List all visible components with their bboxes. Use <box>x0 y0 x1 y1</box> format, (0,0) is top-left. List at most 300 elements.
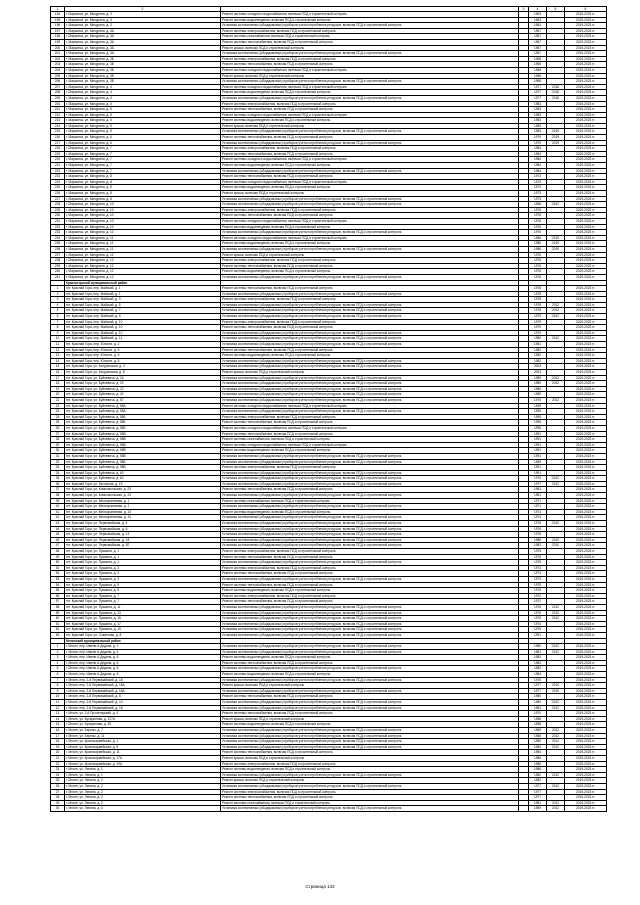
work-type-cell: Ремонт системы электроснабжения, включая ПСД и строительный контроль <box>221 465 519 471</box>
address-cell: пгт. Краснай Гора, пер. Юности, д. 6 <box>65 353 221 359</box>
row-number: 232 <box>51 224 65 230</box>
work-type-cell: Ремонт системы электроснабжения, включая ПСД и строительный контроль <box>221 28 519 34</box>
build-year-cell: 1991 <box>529 465 547 471</box>
period-cell: 2019-2023 гг. <box>565 375 607 381</box>
build-year-cell: 1991 <box>529 453 547 459</box>
row-number: 7 <box>51 677 65 683</box>
overhaul-year-cell: 2010 <box>547 543 565 549</box>
address-cell: г. Марьинск, ул. Мичурина, д. 7 <box>65 151 221 157</box>
work-type-cell: Установка коллективных (общедомовых) приборов учета потребления ресурсов, включая ПСД и строительный контроль <box>221 644 519 650</box>
row-number: 19 <box>51 386 65 392</box>
address-cell: пгт. Краснай Гора, ул. Пушкина, д. 3 <box>65 576 221 582</box>
build-year-cell: 1977 <box>529 783 547 789</box>
address-cell: пгт. Краснай Гора, ул. Комсомольская, д. 23 <box>65 493 221 499</box>
work-type-cell: Ремонт системы холодного водоснабжения, включая ПСД и строительный контроль <box>221 112 519 118</box>
row-number: 225 <box>51 185 65 191</box>
row-number: 12 <box>51 705 65 711</box>
build-year-cell: 1975 <box>529 397 547 403</box>
row-number: 3 <box>51 655 65 661</box>
period-cell: 2019-2023 гг. <box>565 789 607 795</box>
address-cell: г. Марьинск, ул. Мичурина, д. 6 <box>65 140 221 146</box>
build-year-cell: 1974 <box>529 509 547 515</box>
work-type-cell: Ремонт системы электроснабжения, включая ПСД и строительный контроль <box>221 207 519 213</box>
overhaul-year-cell: 2018 <box>547 95 565 101</box>
address-cell: г. Марьинск, ул. Мичурина, д. 3Б <box>65 79 221 85</box>
address-cell: пгт. Краснай Гора, ул. Пушкина, д. 13 <box>65 610 221 616</box>
period-cell: 2019-2023 гг. <box>565 168 607 174</box>
build-year-cell: 1988 <box>529 722 547 728</box>
build-year-cell: 1988 <box>529 716 547 722</box>
period-cell: 2019-2023 гг. <box>565 157 607 163</box>
build-year-cell: 1982 <box>529 347 547 353</box>
build-year-cell: 1980 <box>529 644 547 650</box>
work-type-cell: Ремонт системы теплоснабжения, включая ПСД и строительный контроль <box>221 174 519 180</box>
build-year-cell: 1972 <box>529 599 547 605</box>
row-number: 23 <box>51 767 65 773</box>
address-cell: г. Мглин, ул. Ленина, д. 4 <box>65 806 221 812</box>
build-year-cell: 1973 <box>529 196 547 202</box>
address-cell: пгт. Краснай Гора, пер. Юности, д. 5 <box>65 347 221 353</box>
build-year-cell: 1973 <box>529 565 547 571</box>
address-cell: пгт. Краснай Гора, ул. Буйневича, д. 22 <box>65 386 221 392</box>
work-type-cell: Установка коллективных (общедомовых) приборов учета потребления ресурсов, включая ПСД и строительный контроль <box>221 23 519 29</box>
row-number: 11 <box>51 342 65 348</box>
row-number: 24 <box>51 772 65 778</box>
row-number: 206 <box>51 79 65 85</box>
build-year-cell: 1983 <box>529 107 547 113</box>
row-number: 205 <box>51 73 65 79</box>
period-cell: 2019-2023 гг. <box>565 515 607 521</box>
work-type-cell: Ремонт системы газоснабжения, включая ПСД и строительный контроль <box>221 437 519 443</box>
row-number: 222 <box>51 168 65 174</box>
work-type-cell: Ремонт системы теплоснабжения, включая ПСД и строительный контроль <box>221 694 519 700</box>
row-number: 9 <box>51 688 65 694</box>
row-number: 28 <box>51 795 65 801</box>
build-year-cell: 1995 <box>529 425 547 431</box>
build-year-cell: 1989 <box>529 392 547 398</box>
period-cell: 2019-2023 гг. <box>565 291 607 297</box>
address-cell: г. Мглин, ул. Березы, д. 7 <box>65 728 221 734</box>
build-year-cell: 1984 <box>529 744 547 750</box>
row-number: 22 <box>51 761 65 767</box>
work-type-cell: Ремонт системы водоотведения, включая ПСД и строительный контроль <box>221 90 519 96</box>
period-cell: 2019-2023 гг. <box>565 476 607 482</box>
period-cell: 2019-2023 гг. <box>565 62 607 68</box>
period-cell: 2019-2023 гг. <box>565 537 607 543</box>
work-type-cell: Ремонт системы теплоснабжения, включая ПСД и строительный контроль <box>221 286 519 292</box>
work-type-cell: Ремонт системы электроснабжения, включая ПСД и строительный контроль <box>221 319 519 325</box>
period-cell: 2019-2023 гг. <box>565 420 607 426</box>
build-year-cell: 1981 <box>529 493 547 499</box>
period-cell: 2019-2023 гг. <box>565 778 607 784</box>
row-number: 5 <box>51 666 65 672</box>
row-number: 16 <box>51 728 65 734</box>
build-year-cell: 1973 <box>529 576 547 582</box>
row-number: 13 <box>51 711 65 717</box>
row-number: 40 <box>51 504 65 510</box>
address-cell: г. Мглин, пер. Имени А.Дедина, д. 6 <box>65 666 221 672</box>
overhaul-year-cell: 2018 <box>547 84 565 90</box>
period-cell: 2019-2023 гг. <box>565 12 607 18</box>
period-cell: 2019-2023 гг. <box>565 269 607 275</box>
period-cell: 2019-2023 гг. <box>565 370 607 376</box>
period-cell: 2019-2023 гг. <box>565 560 607 566</box>
build-year-cell: 1968 <box>529 67 547 73</box>
address-cell: г. Марьинск, ул. Мичурина, д. 3Б <box>65 62 221 68</box>
address-cell: пгт. Краснай Гора, ул. Буйневича, д. 16 <box>65 375 221 381</box>
row-number: 214 <box>51 123 65 129</box>
overhaul-year-cell: 2012 <box>547 302 565 308</box>
build-year-cell: 1978 <box>529 297 547 303</box>
work-type-cell: Ремонт системы водоотведения, включая ПСД и строительный контроль <box>221 17 519 23</box>
work-type-cell: Ремонт системы теплоснабжения, включая ПСД и строительный контроль <box>221 420 519 426</box>
row-number: 194 <box>51 12 65 18</box>
build-year-cell: 1968 <box>529 202 547 208</box>
row-number: 12 <box>51 347 65 353</box>
row-number: 26 <box>51 783 65 789</box>
period-cell: 2019-2023 гг. <box>565 241 607 247</box>
period-cell: 2019-2023 гг. <box>565 722 607 728</box>
address-cell: г. Марьинск, ул. Мичурина, д. 5 <box>65 112 221 118</box>
period-cell: 2019-2023 гг. <box>565 353 607 359</box>
build-year-cell: 1979 <box>529 319 547 325</box>
period-cell: 2019-2023 гг. <box>565 252 607 258</box>
overhaul-year-cell: 2012 <box>547 616 565 622</box>
period-cell: 2019-2023 гг. <box>565 358 607 364</box>
build-year-cell: 1974 <box>529 621 547 627</box>
period-cell: 2019-2023 гг. <box>565 123 607 129</box>
period-cell: 2019-2023 гг. <box>565 330 607 336</box>
overhaul-year-cell: 2010 <box>547 537 565 543</box>
work-type-cell: Установка коллективных (общедомовых) приборов учета потребления ресурсов, включая ПСД и строительный контроль <box>221 733 519 739</box>
build-year-cell: 1980 <box>529 336 547 342</box>
work-type-cell: Ремонт системы теплоснабжения, включая ПСД и строительный контроль <box>221 347 519 353</box>
address-cell: пгт. Краснай Гора, ул. Мелиоративная, д. 1 <box>65 498 221 504</box>
build-year-cell: 1980 <box>529 694 547 700</box>
period-cell: 2019-2023 гг. <box>565 448 607 454</box>
build-year-cell: 1976 <box>529 218 547 224</box>
work-type-cell: Ремонт системы водоотведения, включая ПСД и строительный контроль <box>221 269 519 275</box>
row-number: 21 <box>51 755 65 761</box>
address-cell: пгт. Краснай Гора, ул. Буйневича, д. 58В <box>65 448 221 454</box>
work-type-cell: Установка коллективных (общедомовых) приборов учета потребления ресурсов, включая ПСД и строительный контроль <box>221 666 519 672</box>
build-year-cell: 1984 <box>529 157 547 163</box>
row-number: 24 <box>51 414 65 420</box>
work-type-cell: Установка коллективных (общедомовых) приборов учета потребления ресурсов, включая ПСД и строительный контроль <box>221 744 519 750</box>
period-cell: 2019-2023 гг. <box>565 599 607 605</box>
address-cell: г. Марьинск, ул. Мичурина, д. 5 <box>65 129 221 135</box>
repair-schedule-table <box>50 6 607 812</box>
period-cell: 2019-2023 гг. <box>565 576 607 582</box>
work-type-cell: Ремонт системы водоотведения, включая ПСД и строительный контроль <box>221 118 519 124</box>
address-cell: г. Марьинск, ул. Мичурина, д. 6 <box>65 135 221 141</box>
build-year-cell: 1984 <box>529 750 547 756</box>
work-type-cell: Ремонт системы теплоснабжения, включая ПСД и строительный контроль <box>221 554 519 560</box>
build-year-cell: 1967 <box>529 51 547 57</box>
work-type-cell: Установка коллективных (общедомовых) приборов учета потребления ресурсов, включая ПСД и строительный контроль <box>221 772 519 778</box>
work-type-cell: Установка коллективных (общедомовых) приборов учета потребления ресурсов, включая ПСД и строительный контроль <box>221 532 519 538</box>
overhaul-year-cell: 2019 <box>547 140 565 146</box>
row-number: 18 <box>51 739 65 745</box>
work-type-cell: Установка коллективных (общедомовых) приборов учета потребления ресурсов, включая ПСД и строительный контроль <box>221 610 519 616</box>
row-number: 10 <box>51 694 65 700</box>
address-cell: г. Марьинск, ул. Мичурина, д. 7 <box>65 146 221 152</box>
address-cell: г. Марьинск, ул. Мичурина, д. 12 <box>65 274 221 280</box>
row-number: 7 <box>51 319 65 325</box>
build-year-cell: 1968 <box>529 62 547 68</box>
address-cell: пгт. Краснай Гора, ул. Первомайская, д. 18 <box>65 537 221 543</box>
row-number: 14 <box>51 716 65 722</box>
overhaul-year-cell: 2012 <box>547 481 565 487</box>
address-cell: пгт. Краснай Гора, пер. Майский, д. 9 <box>65 314 221 320</box>
work-type-cell: Ремонт крыши, включая ПСД и строительный контроль <box>221 123 519 129</box>
build-year-cell: 1979 <box>529 140 547 146</box>
address-cell: г. Марьинск, ул. Мичурина, д. 3 <box>65 23 221 29</box>
row-number: 47 <box>51 543 65 549</box>
row-number: 219 <box>51 151 65 157</box>
period-cell: 2019-2023 гг. <box>565 755 607 761</box>
build-year-cell: 2003 <box>529 364 547 370</box>
build-year-cell: 1983 <box>529 123 547 129</box>
work-type-cell: Установка коллективных (общедомовых) приборов учета потребления ресурсов, включая ПСД и строительный контроль <box>221 314 519 320</box>
row-number: 37 <box>51 487 65 493</box>
address-cell: пгт. Краснай Гора, ул. Буйневича, д. 58В <box>65 453 221 459</box>
period-cell: 2019-2023 гг. <box>565 392 607 398</box>
period-cell: 2019-2023 гг. <box>565 28 607 34</box>
address-cell: пгт. Краснай Гора, ул. Батуринская, д. 4 <box>65 364 221 370</box>
work-type-cell: Установка коллективных (общедомовых) приборов учета потребления ресурсов, включая ПСД и строительный контроль <box>221 481 519 487</box>
row-number: 197 <box>51 28 65 34</box>
build-year-cell: 1981 <box>529 342 547 348</box>
address-cell: г. Марьинск, ул. Мичурина, д. 3Б <box>65 73 221 79</box>
row-number: 42 <box>51 515 65 521</box>
work-type-cell: Ремонт крыши, включая ПСД и строительный контроль <box>221 755 519 761</box>
column-header: 5 <box>547 7 565 12</box>
empty-cell <box>519 806 529 812</box>
address-cell: пгт. Краснай Гора, пер. Майский, д. 1 <box>65 286 221 292</box>
address-cell: пгт. Краснай Гора, ул. Буйневича, д. 58В <box>65 442 221 448</box>
build-year-cell: 1968 <box>529 733 547 739</box>
row-number: 58 <box>51 604 65 610</box>
work-type-cell: Ремонт системы холодного водоснабжения, включая ПСД и строительный контроль <box>221 425 519 431</box>
build-year-cell: 1984 <box>529 151 547 157</box>
overhaul-year-cell: 2012 <box>547 314 565 320</box>
period-cell: 2019-2023 гг. <box>565 470 607 476</box>
build-year-cell: 1971 <box>529 504 547 510</box>
work-type-cell: Ремонт системы теплоснабжения, включая ПСД и строительный контроль <box>221 571 519 577</box>
period-cell: 2019-2023 гг. <box>565 258 607 264</box>
work-type-cell: Ремонт системы теплоснабжения, включая ПСД и строительный контроль <box>221 39 519 45</box>
work-type-cell: Ремонт системы водоотведения, включая ПСД и строительный контроль <box>221 353 519 359</box>
address-cell: г. Марьинск, ул. Мичурина, д. 3А <box>65 39 221 45</box>
period-cell: 2019-2023 гг. <box>565 118 607 124</box>
work-type-cell: Установка коллективных (общедомовых) приборов учета потребления ресурсов, включая ПСД и строительный контроль <box>221 576 519 582</box>
period-cell: 2019-2023 гг. <box>565 649 607 655</box>
work-type-cell: Установка коллективных (общедомовых) приборов учета потребления ресурсов, включая ПСД и строительный контроль <box>221 308 519 314</box>
column-header: 1 <box>51 7 65 12</box>
period-cell: 2019-2023 гг. <box>565 621 607 627</box>
address-cell: г. Марьинск, ул. Мичурина, д. 3Б <box>65 67 221 73</box>
build-year-cell: 1977 <box>529 90 547 96</box>
overhaul-year-cell: 2012 <box>547 381 565 387</box>
work-type-cell: Установка коллективных (общедомовых) приборов учета потребления ресурсов, включая ПСД и строительный контроль <box>221 51 519 57</box>
period-cell: 2019-2023 гг. <box>565 51 607 57</box>
build-year-cell: 1975 <box>529 677 547 683</box>
row-number: 235 <box>51 241 65 247</box>
work-type-cell: Ремонт системы теплоснабжения, включая ПСД и строительный контроль <box>221 62 519 68</box>
overhaul-year-cell: 2012 <box>547 772 565 778</box>
address-cell: г. Мглин, пер. 2-й Первомайский, д. 18А <box>65 688 221 694</box>
period-cell: 2019-2023 гг. <box>565 772 607 778</box>
row-number: 27 <box>51 789 65 795</box>
build-year-cell: 1982 <box>529 778 547 784</box>
address-cell: пгт. Краснай Гора, ул. Буйневича, д. 57 <box>65 397 221 403</box>
address-cell: г. Марьинск, ул. Мичурина, д. 3 <box>65 17 221 23</box>
address-cell: г. Мглин, пер. Имени А.Дедина, д. 8 <box>65 672 221 678</box>
overhaul-year-cell: 2012 <box>547 336 565 342</box>
period-cell: 2019-2023 гг. <box>565 425 607 431</box>
period-cell: 2019-2023 гг. <box>565 191 607 197</box>
work-type-cell: Ремонт системы теплоснабжения, включая ПСД и строительный контроль <box>221 107 519 113</box>
address-cell: пгт. Краснай Гора, пер. Майский, д. 11 <box>65 336 221 342</box>
row-number: 11 <box>51 700 65 706</box>
period-cell: 2019-2023 гг. <box>565 739 607 745</box>
work-type-cell: Установка коллективных (общедомовых) приборов учета потребления ресурсов, включая ПСД и строительный контроль <box>221 543 519 549</box>
work-type-cell: Ремонт системы газоснабжения, включая ПСД и строительный контроль <box>221 34 519 40</box>
period-cell: 2019-2023 гг. <box>565 783 607 789</box>
table-row <box>51 806 607 812</box>
work-type-cell: Установка коллективных (общедомовых) приборов учета потребления ресурсов, включая ПСД и строительный контроль <box>221 302 519 308</box>
row-number: 8 <box>51 325 65 331</box>
overhaul-year-cell: 2012 <box>547 700 565 706</box>
period-cell: 2019-2023 гг. <box>565 655 607 661</box>
work-type-cell: Установка коллективных (общедомовых) приборов учета потребления ресурсов, включая ПСД и строительный контроль <box>221 95 519 101</box>
period-cell: 2019-2023 гг. <box>565 319 607 325</box>
address-cell: г. Марьинск, ул. Мичурина, д. 5 <box>65 107 221 113</box>
work-type-cell: Установка коллективных (общедомовых) приборов учета потребления ресурсов, включая ПСД и строительный контроль <box>221 476 519 482</box>
work-type-cell: Установка коллективных (общедомовых) приборов учета потребления ресурсов, включая ПСД и строительный контроль <box>221 621 519 627</box>
build-year-cell: 1963 <box>529 12 547 18</box>
address-cell: г. Мглин, ул. Красноармейская, д. 1 <box>65 739 221 745</box>
work-type-cell: Установка коллективных (общедомовых) приборов учета потребления ресурсов, включая ПСД и строительный контроль <box>221 739 519 745</box>
period-cell: 2019-2023 гг. <box>565 23 607 29</box>
work-type-cell: Ремонт системы водоотведения, включая ПСД и строительный контроль <box>221 767 519 773</box>
build-year-cell: 1995 <box>529 409 547 415</box>
address-cell: г. Мглин, ул. Ленина, д. 1 <box>65 772 221 778</box>
work-type-cell: Ремонт системы электроснабжения, включая ПСД и строительный контроль <box>221 56 519 62</box>
row-number: 33 <box>51 465 65 471</box>
work-type-cell: Ремонт системы водоотведения, включая ПСД и строительный контроль <box>221 722 519 728</box>
overhaul-year-cell: 2012 <box>547 705 565 711</box>
work-type-cell: Установка коллективных (общедомовых) приборов учета потребления ресурсов, включая ПСД и строительный контроль <box>221 381 519 387</box>
build-year-cell: 1977 <box>529 789 547 795</box>
work-type-cell: Ремонт системы теплоснабжения, включая ПСД и строительный контроль <box>221 599 519 605</box>
column-header: 2 <box>65 7 221 12</box>
period-cell: 2019-2023 гг. <box>565 213 607 219</box>
overhaul-year-cell: 2019 <box>547 235 565 241</box>
period-cell: 2019-2023 гг. <box>565 604 607 610</box>
period-cell: 2019-2023 гг. <box>565 521 607 527</box>
work-type-cell: Ремонт системы холодного водоснабжения, включая ПСД и строительный контроль <box>221 218 519 224</box>
period-cell: 2019-2023 гг. <box>565 39 607 45</box>
work-type-cell: Установка коллективных (общедомовых) приборов учета потребления ресурсов, включая ПСД и строительный контроль <box>221 342 519 348</box>
period-cell: 2019-2023 гг. <box>565 672 607 678</box>
address-cell: пгт. Краснай Гора, ул. Первомайская, д. 14 <box>65 532 221 538</box>
row-number: 38 <box>51 493 65 499</box>
row-number: 50 <box>51 560 65 566</box>
row-number: 15 <box>51 722 65 728</box>
build-year-cell: 1972 <box>529 593 547 599</box>
address-cell: пгт. Краснай Гора, ул. Пушкина, д. 5 <box>65 588 221 594</box>
build-year-cell: 1967 <box>529 28 547 34</box>
work-type-cell: Установка коллективных (общедомовых) приборов учета потребления ресурсов, включая ПСД и строительный контроль <box>221 459 519 465</box>
work-type-cell: Установка коллективных (общедомовых) приборов учета потребления ресурсов, включая ПСД и строительный контроль <box>221 677 519 683</box>
build-year-cell: 1968 <box>529 79 547 85</box>
row-number: 56 <box>51 593 65 599</box>
row-number: 29 <box>51 442 65 448</box>
address-cell: г. Марьинск, ул. Мичурина, д. 3Б <box>65 56 221 62</box>
overhaul-year-cell: 2019 <box>547 688 565 694</box>
address-cell: г. Мглин, ул. Красноармейская, д. 19А <box>65 761 221 767</box>
address-cell: г. Марьинск, ул. Мичурина, д. 10 <box>65 213 221 219</box>
period-cell: 2019-2023 гг. <box>565 79 607 85</box>
address-cell: г. Мглин, пер. 2-й Первомайский, д. 18А <box>65 683 221 689</box>
period-cell: 2019-2023 гг. <box>565 397 607 403</box>
address-cell: г. Мглин, пер. Имени А.Дедина, д. 2 <box>65 644 221 650</box>
work-type-cell: Ремонт системы холодного водоснабжения, включая ПСД и строительный контроль <box>221 403 519 409</box>
address-cell: пгт. Краснай Гора, ул. Пушкина, д. 1 <box>65 549 221 555</box>
work-type-cell: Установка коллективных (общедомовых) приборов учета потребления ресурсов, включая ПСД и строительный контроль <box>221 196 519 202</box>
row-number: 13 <box>51 353 65 359</box>
address-cell: г. Мглин, пер. 2-й Первомайский, д. 16 <box>65 705 221 711</box>
overhaul-year-cell: 2012 <box>547 308 565 314</box>
build-year-cell: 1995 <box>529 420 547 426</box>
row-number: 15 <box>51 364 65 370</box>
address-cell: г. Марьинск, ул. Мичурина, д. 8 <box>65 185 221 191</box>
row-number: 203 <box>51 62 65 68</box>
address-cell: г. Марьинск, ул. Мичурина, д. 12 <box>65 269 221 275</box>
work-type-cell: Установка коллективных (общедомовых) приборов учета потребления ресурсов, включая ПСД и строительный контроль <box>221 616 519 622</box>
period-cell: 2019-2023 гг. <box>565 336 607 342</box>
address-cell: пгт. Краснай Гора, ул. Пушкина, д. 1 <box>65 560 221 566</box>
row-number: 57 <box>51 599 65 605</box>
overhaul-year-cell: 2019 <box>547 135 565 141</box>
work-type-cell: Ремонт крыши, включая ПСД и строительный контроль <box>221 45 519 51</box>
work-type-cell: Установка коллективных (общедомовых) приборов учета потребления ресурсов, включая ПСД и строительный контроль <box>221 632 519 638</box>
build-year-cell: 1981 <box>529 705 547 711</box>
row-number: 217 <box>51 140 65 146</box>
row-number: 198 <box>51 34 65 40</box>
work-type-cell: Ремонт системы холодного водоснабжения, включая ПСД и строительный контроль <box>221 235 519 241</box>
address-cell: пгт. Краснай Гора, ул. Буйневича, д. 58Б <box>65 425 221 431</box>
row-number: 1 <box>51 644 65 650</box>
period-cell: 2019-2023 гг. <box>565 174 607 180</box>
address-cell: г. Мглин, пер. Имени А.Дедина, д. 4 <box>65 649 221 655</box>
period-cell: 2019-2023 гг. <box>565 744 607 750</box>
work-type-cell: Ремонт крыши, включая ПСД и строительный контроль <box>221 716 519 722</box>
period-cell: 2019-2023 гг. <box>565 163 607 169</box>
row-number: 55 <box>51 588 65 594</box>
period-cell: 2019-2023 гг. <box>565 90 607 96</box>
build-year-cell: 1975 <box>529 588 547 594</box>
period-cell: 2019-2023 гг. <box>565 582 607 588</box>
row-number: 34 <box>51 470 65 476</box>
address-cell: пгт. Краснай Гора, ул. Буйневича, д. 58В <box>65 465 221 471</box>
build-year-cell: 1984 <box>529 672 547 678</box>
build-year-cell: 1978 <box>529 291 547 297</box>
build-year-cell: 1975 <box>529 549 547 555</box>
row-number: 218 <box>51 146 65 152</box>
